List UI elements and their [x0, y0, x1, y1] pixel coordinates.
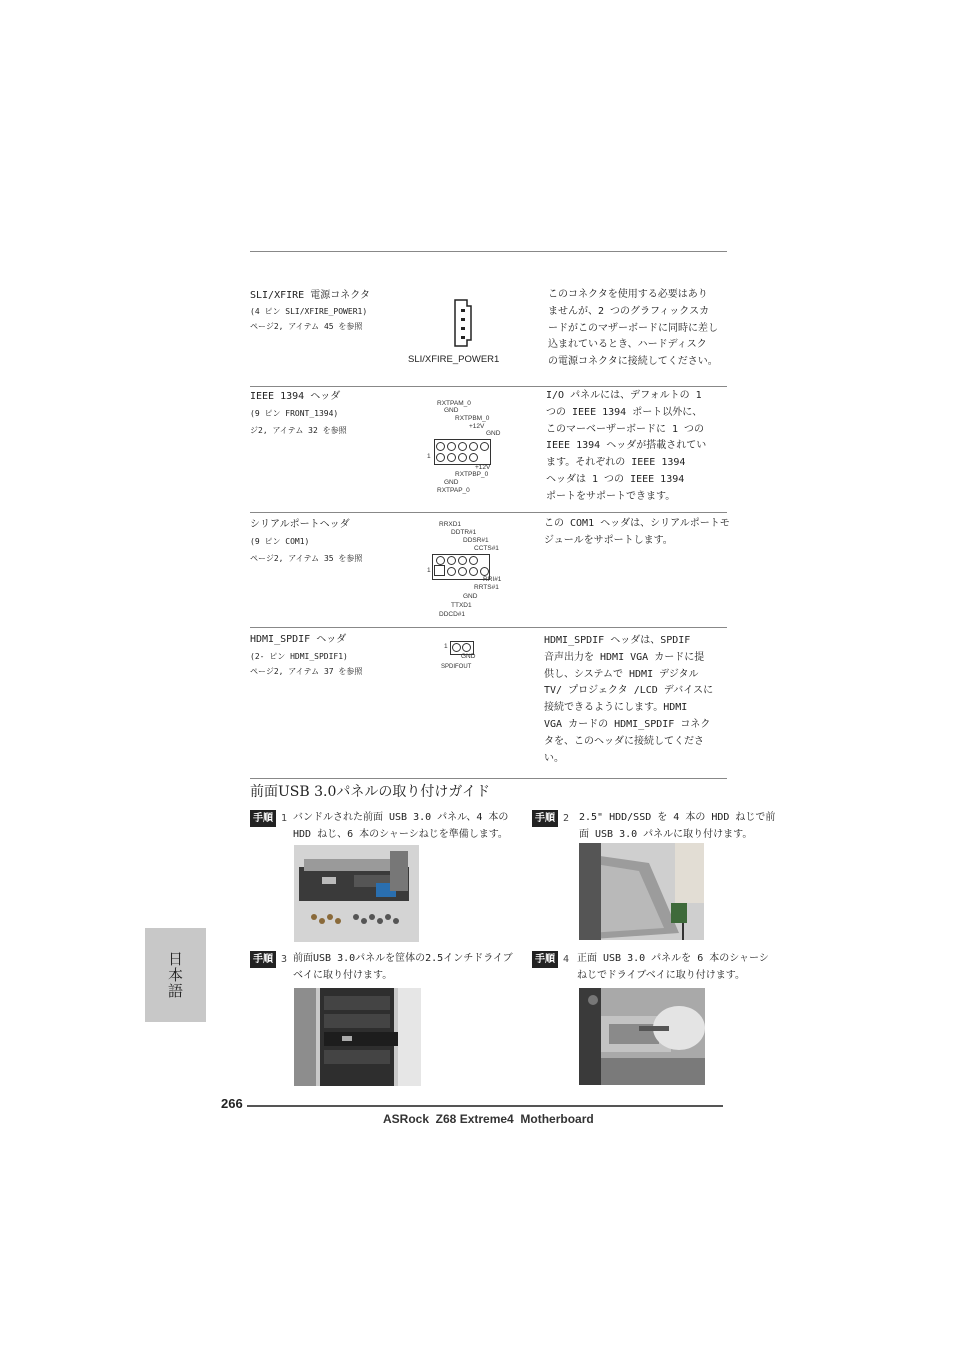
row2-ref: ジ2, アイテム 32 を参照	[250, 426, 347, 435]
row3-sub: (9 ピン COM1)	[250, 537, 310, 546]
row4-rule	[250, 778, 727, 779]
row3-title: シリアルポートヘッダ	[250, 519, 350, 530]
footer-model: ASRock Z68 Extreme4 Motherboard	[383, 1112, 594, 1126]
step4-photo	[579, 988, 705, 1085]
step3-number: 3	[281, 954, 288, 965]
step1-number: 1	[281, 813, 288, 824]
section-title: 前面USB 3.0パネルの取り付けガイド	[250, 784, 490, 800]
row1-ref: ページ2, アイテム 45 を参照	[250, 322, 363, 331]
step1-photo	[294, 845, 419, 942]
step4-number: 4	[563, 954, 570, 965]
row4-sub: (2- ピン HDMI_SPDIF1)	[250, 652, 348, 661]
step1-text: バンドルされた前面 USB 3.0 パネル、4 本の HDD ねじ、6 本のシャーシねじを準備します。	[293, 812, 509, 840]
step1-badge: 手順	[250, 810, 276, 827]
sli-diagram-label: SLI/XFIRE_POWER1	[408, 354, 500, 365]
row2-title: IEEE 1394 ヘッダ	[250, 391, 341, 402]
row1-rule	[250, 386, 727, 387]
hdmi-spdif-header-diagram: 1 GND SPDIFOUT	[441, 643, 476, 670]
row3-desc: この COM1 ヘッダは、シリアルポートモ ジュールをサポートします。	[544, 518, 730, 546]
row4-title: HDMI_SPDIF ヘッダ	[250, 634, 347, 645]
serial-header-diagram: RRXD1 DDTR#1 DDSR#1 CCTS#1 1 RRI#1 RRTS#1 GND TTXD1 DDCD#1	[427, 521, 502, 618]
row2-desc: I/O パネルには、デフォルトの 1 つの IEEE 1394 ポート以外に、 このマーベーザーボードに 1 つの IEEE 1394 ヘッダが搭載されてい ます。それぞれの IEEE 1394 ヘッダは 1 つの IEEE 1394 ポートをサポートできます。	[546, 390, 707, 502]
row1-title: SLI/XFIRE 電源コネクタ	[250, 290, 371, 301]
ieee1394-header-diagram: RXTPAM_0 GND RXTPBM_0 +12V GND 1 +12V RXTPBP_0 GND RXTPAP_0	[427, 400, 501, 494]
row1-sub: (4 ピン SLI/XFIRE_POWER1)	[250, 307, 368, 316]
step4-text: 正面 USB 3.0 パネルを 6 本のシャーシ ねじでドライブベイに取り付けます。	[577, 953, 769, 981]
sli-power-connector-diagram	[454, 298, 472, 348]
row4-desc: HDMI_SPDIF ヘッダは、SPDIF 音声出力を HDMI VGA カードに提 供し、システムで HDMI デジタル TV/ プロジェクタ /LCD デバイスに 接続できるようにします。HDMI VGA カードの HDMI_SPDIF コネク タを、このヘッダに接続してくださ い。	[544, 635, 714, 764]
language-side-tab	[145, 928, 206, 1022]
row1-desc: このコネクタを使用する必要はあり ませんが、2 つのグラフィックスカ ードがこのマザーボードに同時に差し 込まれているとき、ハードディスク の電源コネクタに接続してください。	[548, 289, 718, 368]
top-rule	[250, 251, 727, 252]
step3-badge: 手順	[250, 951, 276, 968]
step4-badge: 手順	[532, 951, 558, 968]
language-side-tab-label: 日本語	[166, 951, 184, 999]
step3-text: 前面USB 3.0パネルを筐体の2.5インチドライブ ベイに取り付けます。	[293, 953, 513, 981]
row3-rule	[250, 627, 727, 628]
page-number: 266	[221, 1096, 243, 1111]
step2-photo	[579, 843, 704, 940]
step2-number: 2	[563, 813, 570, 824]
footer-rule	[247, 1105, 723, 1107]
row4-ref: ページ2, アイテム 37 を参照	[250, 667, 363, 676]
row2-sub: (9 ピン FRONT_1394)	[250, 409, 339, 418]
step2-badge: 手順	[532, 810, 558, 827]
row2-rule	[250, 512, 727, 513]
step3-photo	[294, 988, 421, 1086]
step2-text: 2.5" HDD/SSD を 4 本の HDD ねじで前 面 USB 3.0 パネルに取り付けます。	[579, 812, 776, 840]
row3-ref: ページ2, アイテム 35 を参照	[250, 554, 363, 563]
